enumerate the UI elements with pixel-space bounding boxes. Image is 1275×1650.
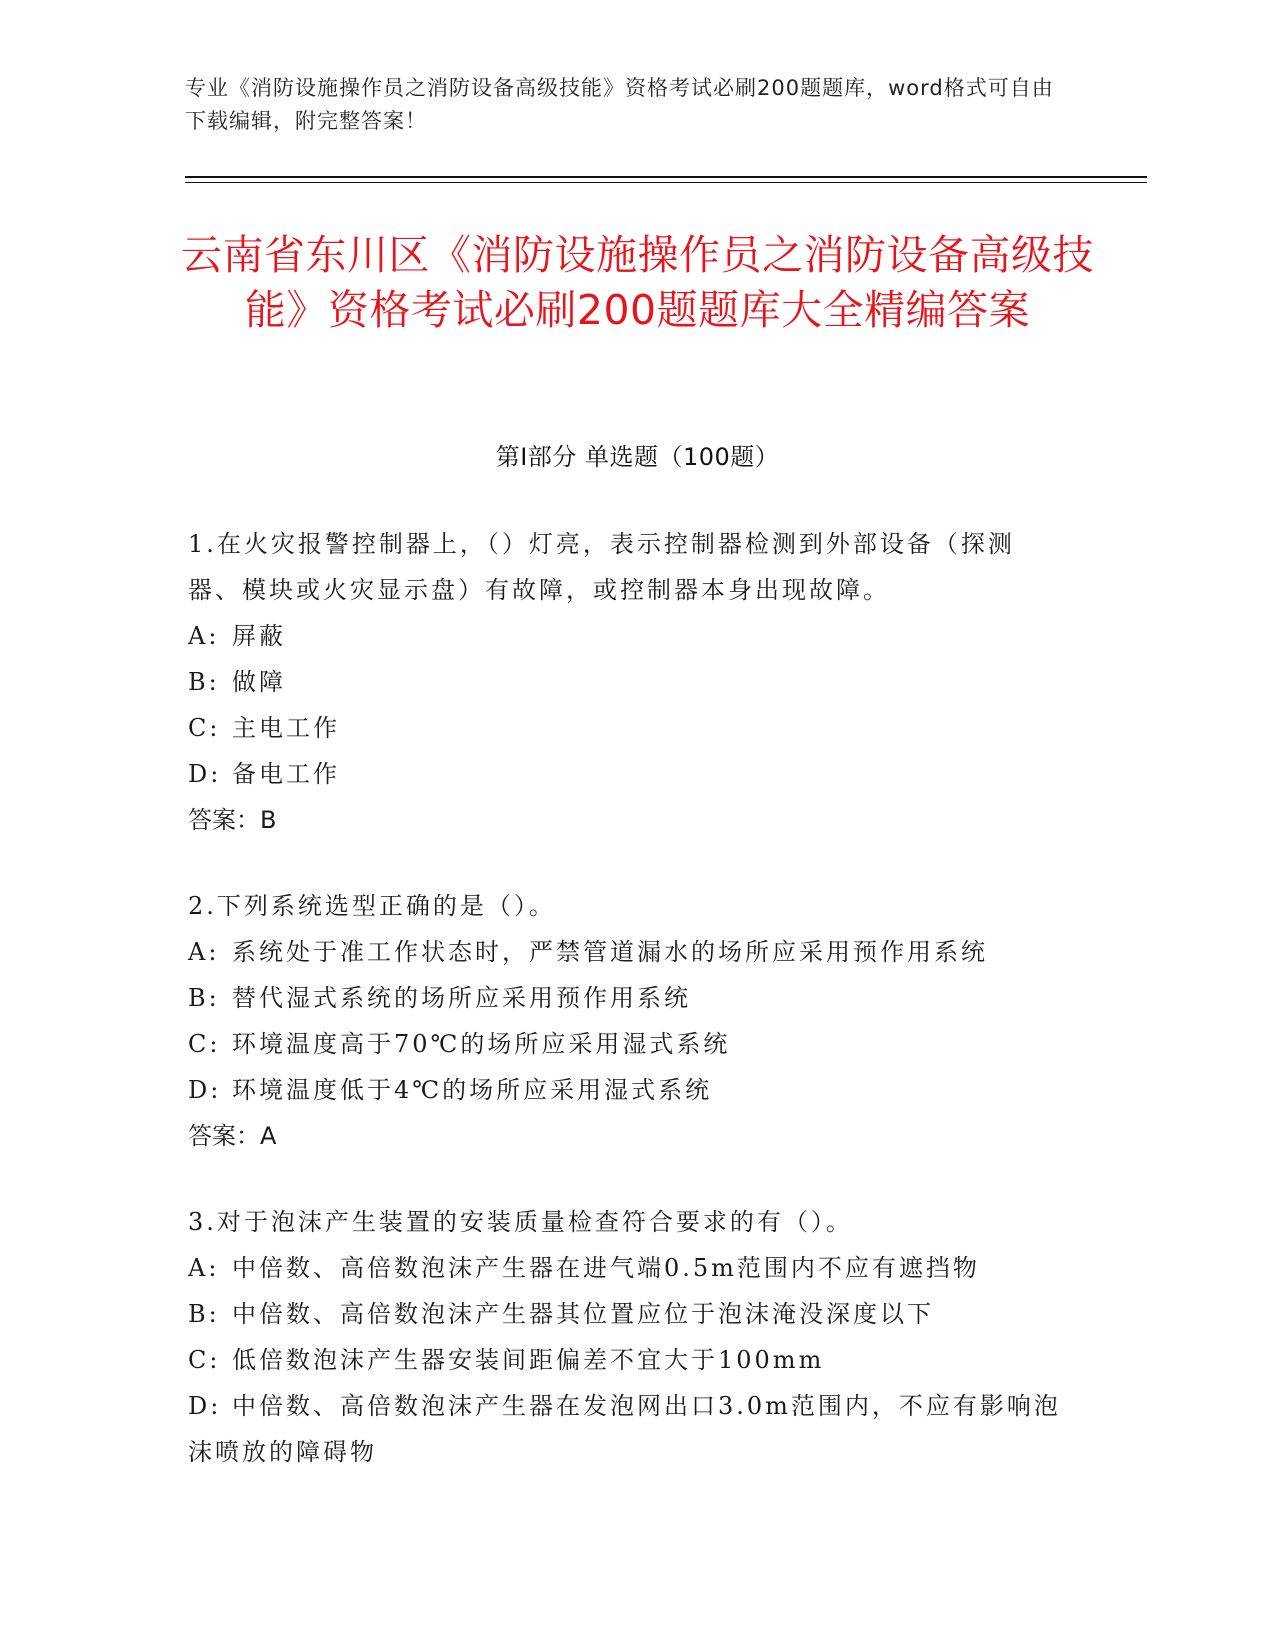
option-key: D: [188, 1076, 222, 1104]
option-a [188, 929, 1068, 975]
option-b [188, 659, 1068, 705]
question-stem: 2.下列系统选型正确的是（）。 [188, 892, 556, 920]
answer-line: 答案：A [188, 1122, 277, 1150]
header-divider-thick [185, 176, 1147, 178]
question-1 [188, 521, 1068, 843]
option-c [188, 1337, 1068, 1383]
option-text: 中倍数、高倍数泡沫产生器在发泡网出口3.0m范围内，不应有影响泡沫喷放的障碍物 [188, 1392, 1061, 1466]
option-key: B: [188, 668, 220, 696]
option-key: C: [188, 1346, 221, 1374]
option-text: 中倍数、高倍数泡沫产生器在进气端0.5m范围内不应有遮挡物 [232, 1254, 980, 1282]
option-text: 主电工作 [232, 714, 340, 742]
option-b [188, 1291, 1068, 1337]
option-c [188, 705, 1068, 751]
option-d [188, 751, 1068, 797]
option-key: A: [188, 1254, 220, 1282]
option-text: 替代湿式系统的场所应采用预作用系统 [232, 984, 691, 1012]
option-d [188, 1383, 1068, 1475]
option-a [188, 1245, 1068, 1291]
option-b [188, 975, 1068, 1021]
question-list [188, 521, 1068, 1515]
option-text: 屏蔽 [232, 622, 286, 650]
option-text: 低倍数泡沫产生器安装间距偏差不宜大于100mm [232, 1346, 825, 1374]
option-text: 系统处于准工作状态时，严禁管道漏水的场所应采用预作用系统 [232, 938, 988, 966]
option-a [188, 613, 1068, 659]
option-key: C: [188, 1030, 221, 1058]
option-text: 中倍数、高倍数泡沫产生器其位置应位于泡沫淹没深度以下 [232, 1300, 934, 1328]
header-note: 专业《消防设施操作员之消防设备高级技能》资格考试必刷200题题库，word格式可自由下载编辑，附完整答案！ [185, 76, 1054, 133]
option-key: B: [188, 984, 220, 1012]
answer-line: 答案：B [188, 806, 277, 834]
option-c [188, 1021, 1068, 1067]
option-text: 备电工作 [232, 760, 340, 788]
question-stem: 3.对于泡沫产生装置的安装质量检查符合要求的有（）。 [188, 1208, 853, 1236]
option-text: 环境温度低于4℃的场所应采用湿式系统 [232, 1076, 713, 1104]
option-text: 做障 [232, 668, 286, 696]
option-key: D: [188, 1392, 222, 1420]
question-2 [188, 883, 1068, 1159]
option-key: A: [188, 622, 220, 650]
header-divider-thin [185, 182, 1147, 183]
option-key: A: [188, 938, 220, 966]
option-key: C: [188, 714, 221, 742]
document-title: 云南省东川区《消防设施操作员之消防设备高级技能》资格考试必刷200题题库大全精编答案 [181, 231, 1094, 334]
option-d [188, 1067, 1068, 1113]
question-stem: 1.在火灾报警控制器上，（）灯亮，表示控制器检测到外部设备（探测器、模块或火灾显示盘）有故障，或控制器本身出现故障。 [188, 530, 1015, 604]
option-key: D: [188, 760, 222, 788]
question-3 [188, 1199, 1068, 1475]
option-text: 环境温度高于70℃的场所应采用湿式系统 [232, 1030, 731, 1058]
option-key: B: [188, 1300, 220, 1328]
section-title: 第Ⅰ部分 单选题（100题） [495, 443, 780, 471]
